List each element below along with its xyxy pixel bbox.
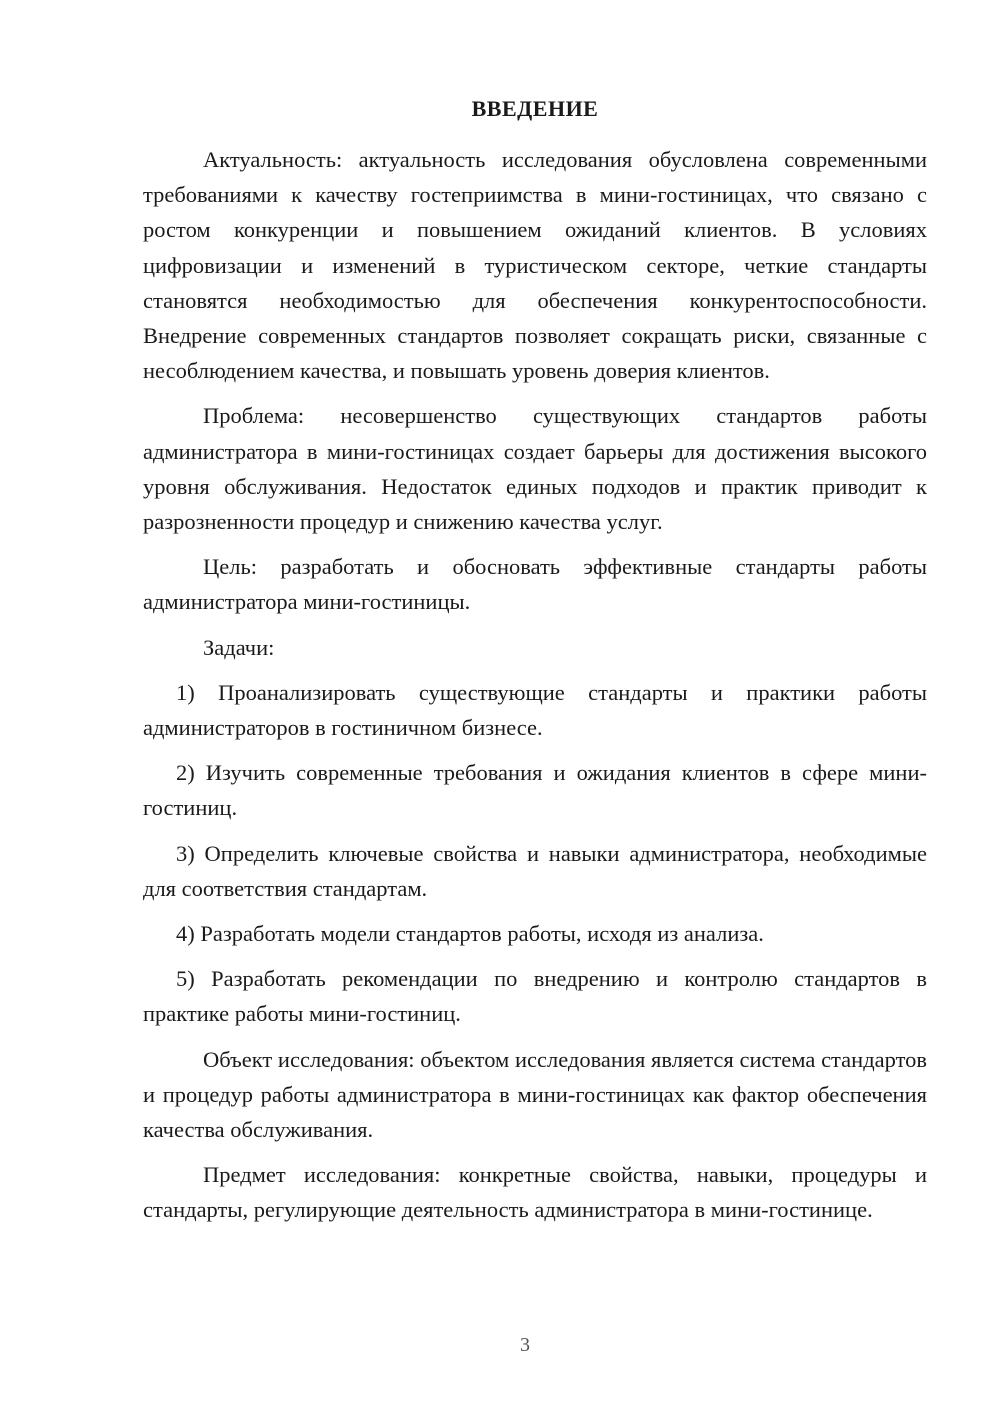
object-paragraph: Объект исследования: объектом исследования является система стандартов и процедур работы администратора в мини-гостиницах как фактор обеспечения качества обслуживания. [143, 1046, 927, 1143]
document-page [143, 0, 927, 1414]
goal-paragraph: Цель: разработать и обосновать эффективные стандарты работы администратора мини-гостиницы. [143, 554, 927, 615]
page-number: 3 [520, 1334, 530, 1356]
tasks-heading: Задачи: [203, 634, 275, 660]
body-text [143, 142, 927, 1228]
task-item-1: 1) Проанализировать существующие стандарты и практики работы администраторов в гостиничном бизнесе. [143, 679, 927, 741]
relevance-paragraph: Актуальность: актуальность исследования обусловлена современными требованиями к качеству гостеприимства в мини-гостиницах, что связано с ростом конкуренции и повышением ожиданий клиентов. В условиях цифровизации и изменений в туристическом секторе, четкие стандарты становятся необходимостью для обеспечения конкурентоспособности. Внедрение современных стандартов позволяет сокращать риски, связанные с несоблюдением качества, и повышать уровень доверия клиентов. [143, 147, 927, 384]
task-item-3: 3) Определить ключевые свойства и навыки администратора, необходимые для соответствия стандартам. [143, 840, 927, 901]
task-item-5: 5) Разработать рекомендации по внедрению и контролю стандартов в практике работы мини-гостиниц. [143, 966, 927, 1027]
task-item-4: 4) Разработать модели стандартов работы, исходя из анализа. [176, 921, 764, 947]
problem-paragraph: Проблема: несовершенство существующих стандартов работы администратора в мини-гостиницах создает барьеры для достижения высокого уровня обслуживания. Недостаток единых подходов и практик приводит к разрозненности процедур и снижению качества услуг. [143, 403, 927, 535]
subject-paragraph: Предмет исследования: конкретные свойства, навыки, процедуры и стандарты, регулирующие деятельность администратора в мини-гостинице. [143, 1162, 927, 1223]
section-title: ВВЕДЕНИЕ [471, 96, 599, 121]
task-item-2: 2) Изучить современные требования и ожидания клиентов в сфере мини-гостиниц. [143, 760, 927, 821]
